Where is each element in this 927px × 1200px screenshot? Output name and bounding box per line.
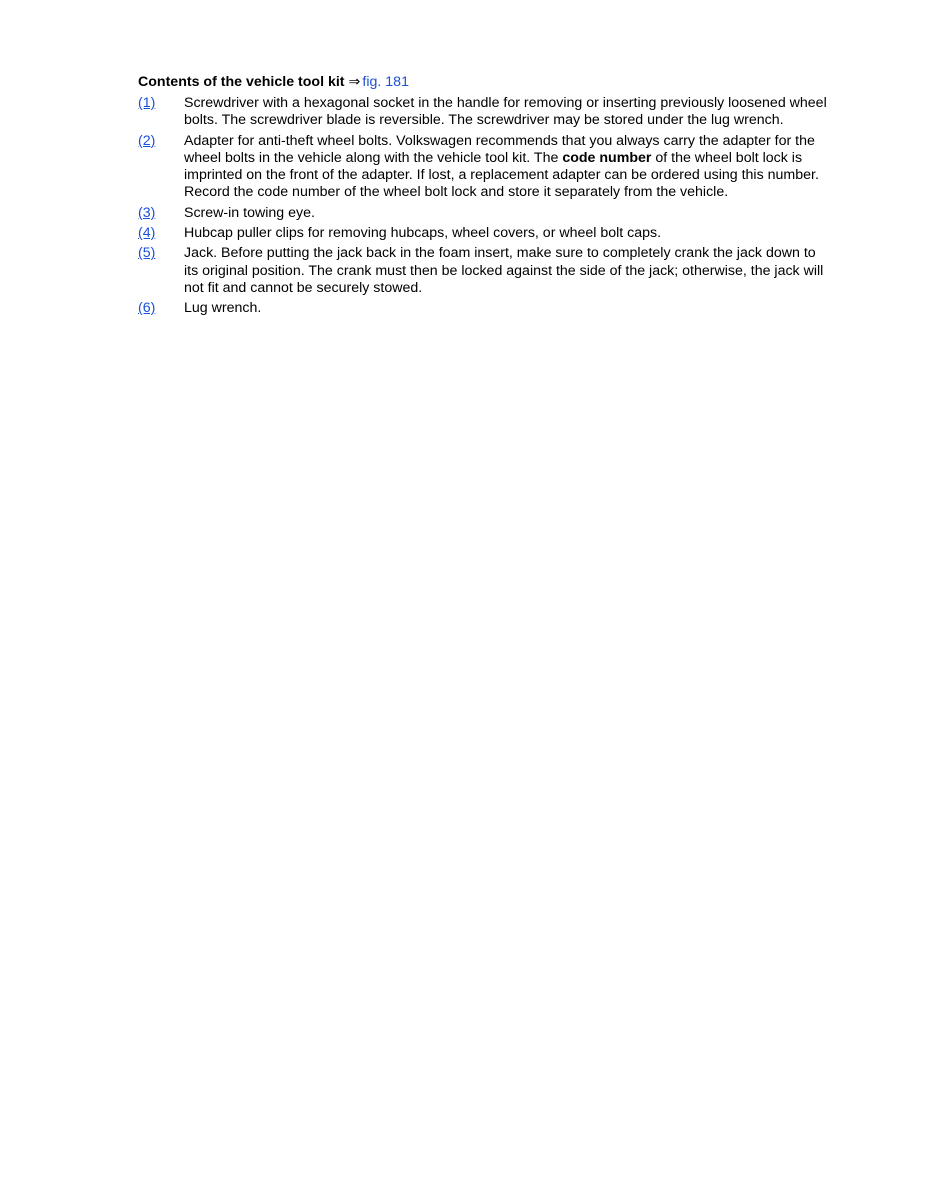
section-heading — [138, 73, 828, 91]
heading-title: Contents of the vehicle tool kit — [138, 74, 345, 90]
item-description: Jack. Before putting the jack back in the foam insert, make sure to completely crank the jack down to its original position. The crank must then be locked against the side of the jack; otherwise, the jack will not fit and cannot be securely stowed. — [184, 245, 824, 296]
item-description: Hubcap puller clips for removing hubcaps, wheel covers, or wheel bolt caps. — [184, 225, 662, 242]
item-description: Screw-in towing eye. — [184, 204, 315, 221]
code-number-emphasis: code number — [562, 149, 652, 166]
item-description: Screwdriver with a hexagonal socket in the handle for removing or inserting previously loosened wheel bolts. The screwdriver blade is reversible. The screwdriver may be stored under the lug wrench. — [184, 95, 827, 129]
arrow-icon: ⇒ — [348, 74, 361, 90]
item-number-link[interactable]: (6) — [138, 300, 156, 317]
item-description — [184, 133, 828, 202]
item-number-link[interactable]: (5) — [138, 245, 156, 262]
list-item-1 — [138, 95, 828, 130]
list-item-2 — [138, 133, 828, 202]
item-number-link[interactable]: (2) — [138, 132, 156, 149]
item-description: Lug wrench. — [184, 300, 262, 317]
item-number-link[interactable]: (3) — [138, 204, 156, 221]
list-item-6 — [138, 300, 828, 317]
item-number-link[interactable]: (1) — [138, 95, 156, 111]
item-number-link[interactable]: (4) — [138, 225, 156, 242]
list-item-3 — [138, 205, 828, 222]
item-text-before: Adapter for anti-theft wheel bolts. Volkswagen recommends that you always carry the adapter for the wheel bolts in the vehicle along with the vehicle tool kit. The — [184, 132, 815, 166]
list-item-4 — [138, 225, 828, 242]
item-text-after: of the wheel bolt lock is imprinted on the front of the adapter. If lost, a replacement adapter can be ordered using this number. Record the code number of the wheel bolt lock and store it separately from the vehicle. — [184, 149, 819, 201]
list-item-5 — [138, 245, 828, 297]
figure-link[interactable]: fig. 181 — [362, 74, 409, 90]
tool-kit-section — [138, 73, 828, 321]
